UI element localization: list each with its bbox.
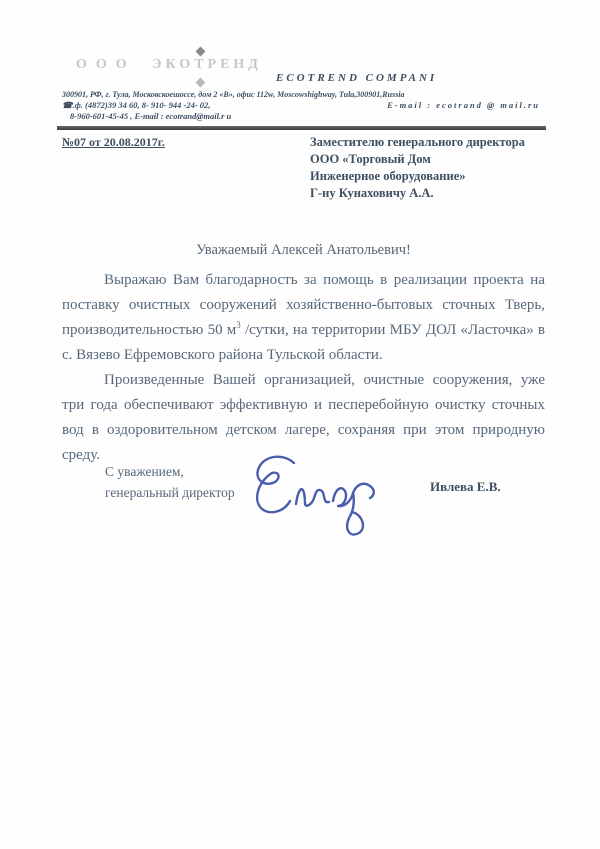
- logo-diamond-icon: [196, 47, 206, 57]
- closing-block: [105, 461, 235, 503]
- contact-row: [62, 100, 540, 111]
- company-name-latin: ECOTREND COMPANI: [276, 72, 438, 84]
- signer-name: Ивлева Е.В.: [430, 479, 501, 494]
- header-divider: [57, 126, 546, 130]
- reference-number-date: №07 от 20.08.2017г.: [62, 135, 165, 149]
- phone-fax-numbers: .ф. (4872)39 34 60, 8- 910- 944 -24- 02,: [72, 100, 211, 110]
- salutation: Уважаемый Алексей Анатольевич!: [196, 242, 411, 258]
- logo-org-prefix: ООО: [76, 57, 136, 72]
- recipient-line: Заместителю генерального директора: [310, 135, 525, 149]
- paragraph-1-text: /сутки, на территории МБУ ДОЛ «Ласточка» в с. Вязево Ефремовского района Тульской области.: [62, 322, 545, 363]
- superscript-cubed: 3: [236, 320, 241, 330]
- company-address: 300901, РФ, г. Тула, Московскоешоссе, дом 2 «В», офис 112w, Moscowshighway, Tula,300901,Russia: [62, 90, 405, 99]
- handwritten-signature: [248, 446, 393, 541]
- email-address: E-mail : ecotrand @ mail.ru: [387, 100, 540, 110]
- paragraph-1-text: Выражаю Вам благодарность за помощь в реализации проекта на поставку очистных сооружений хозяйственно-бытовых сточных Тверь, производительностью 50 м: [62, 272, 545, 338]
- recipient-block: [310, 134, 560, 202]
- logo-org-name: ЭКОТРЕНД: [152, 57, 262, 72]
- closing-regards: С уважением,: [105, 464, 184, 479]
- phone-email-line2: 8-960-601-45-45 , E-mail : ecotrand@mail.r u: [70, 111, 232, 121]
- recipient-line: ООО «Торговый Дом: [310, 152, 431, 166]
- logo-diamond-icon: [196, 78, 206, 88]
- phone-icon: ☎: [62, 100, 73, 110]
- closing-title: генеральный директор: [105, 485, 235, 500]
- recipient-line: Инженерное оборудование»: [310, 169, 466, 183]
- paragraph-1: [62, 268, 545, 368]
- paragraph-2: Произведенные Вашей организацией, очистные сооружения, уже три года обеспечивают эффективную и песперебойную очистку сточных вод в оздоровительном детском лагере, сохраняя при этом природную среду.: [62, 372, 545, 463]
- recipient-line: Г-ну Кунаховичу А.А.: [310, 186, 434, 200]
- letter-body: [62, 268, 545, 468]
- phone-fax-line: [62, 100, 210, 111]
